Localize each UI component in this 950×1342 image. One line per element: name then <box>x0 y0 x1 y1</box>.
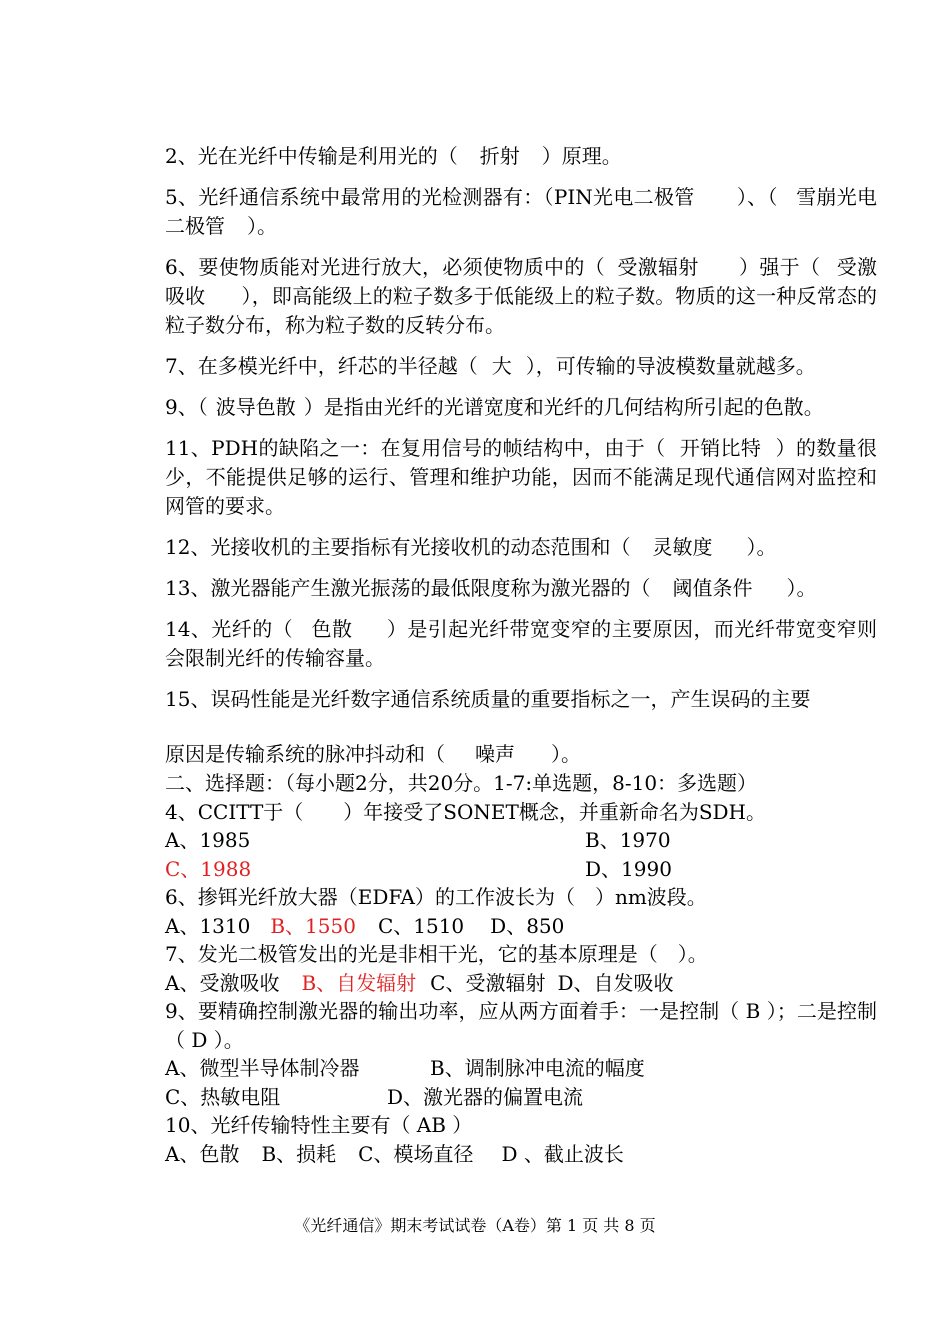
question-2 <box>165 142 877 171</box>
option-a: A、色散 <box>165 1141 240 1166</box>
answer: 受激辐射 <box>617 255 699 279</box>
question-15-line1 <box>165 685 877 714</box>
mc-q4-options-cd <box>165 855 877 884</box>
answer: 色散 <box>311 617 353 641</box>
question-5 <box>165 183 877 241</box>
q-text: ）、（ <box>736 185 778 209</box>
option-a: A、1310 <box>165 913 251 938</box>
answer: 开销比特 <box>679 436 762 460</box>
q-text: ），即高能级上的粒子数多于低能级上的粒子数。物质的这一种反常态的粒子数分布，称为粒子数的反转分布。 <box>165 284 878 337</box>
option-b-correct: B、1550 <box>270 913 356 938</box>
question-6 <box>165 253 877 340</box>
q-text: 2、光在光纤中传输是利用光的（ <box>165 144 458 168</box>
q-text: ）。 <box>746 535 777 559</box>
q-text: 9、（ <box>165 395 208 419</box>
question-12 <box>165 533 877 562</box>
q-text: ）。 <box>551 742 581 766</box>
exam-page-content <box>165 142 877 1168</box>
mc-q9-stem: 9、要精确控制激光器的输出功率，应从两方面着手：一是控制（ B ）；二是控制（ D ）。 <box>165 999 877 1052</box>
q-text: ）。 <box>786 576 817 600</box>
option-a: A、受激吸收 <box>165 970 280 995</box>
question-15-line2 <box>165 740 877 769</box>
page-footer: 《光纤通信》期末考试试卷（A卷）第 1 页 共 8 页 <box>294 1216 656 1235</box>
section2-heading: 二、选择题：（每小题2分，共20分。1-7:单选题，8-10：多选题） <box>165 771 758 795</box>
q-text: 5、光纤通信系统中最常用的光检测器有：（ <box>165 185 554 209</box>
option-d: D、激光器的偏置电流 <box>387 1084 584 1109</box>
mc-q6-stem: 6、掺铒光纤放大器（EDFA）的工作波长为（ ）nm波段。 <box>165 885 707 909</box>
q-text: 13、激光器能产生激光振荡的最低限度称为激光器的（ <box>165 576 651 600</box>
q-text: ）强于（ <box>738 255 821 279</box>
answer: 大 <box>491 354 512 378</box>
answer: 噪声 <box>475 742 515 766</box>
q-text: 7、在多模光纤中，纤芯的半径越（ <box>165 354 478 378</box>
q-text: 14、光纤的（ <box>165 617 294 641</box>
q-text: 12、光接收机的主要指标有光接收机的动态范围和（ <box>165 535 631 559</box>
mc-q9-options-cd <box>165 1083 877 1112</box>
mc-q9-options-ab <box>165 1054 877 1083</box>
q-text: ），可传输的导波模数量就越多。 <box>525 354 816 378</box>
q-text: 11、PDH的缺陷之一：在复用信号的帧结构中，由于（ <box>165 436 666 460</box>
q-text: ）是指由光纤的光谱宽度和光纤的几何结构所引起的色散。 <box>303 395 824 419</box>
answer: 雪崩光电二极管 <box>165 185 878 238</box>
question-9 <box>165 393 877 422</box>
option-d: D 、截止波长 <box>501 1141 624 1166</box>
option-c: C、热敏电阻 <box>165 1084 281 1109</box>
option-a: A、1985 <box>165 828 251 852</box>
option-b-correct: B、自发辐射 <box>301 970 417 995</box>
mc-q6-options <box>165 912 877 941</box>
q-text: ）是引起光纤带宽变窄的主要原因，而光纤带宽变窄则会限制光纤的传输容量。 <box>165 617 878 670</box>
option-c: C、受激辐射 <box>430 970 546 995</box>
option-b: B、调制脉冲电流的幅度 <box>430 1056 645 1080</box>
option-c-correct: C、1988 <box>165 856 252 881</box>
answer: PIN光电二极管 <box>553 185 695 209</box>
mc-q4-options-ab <box>165 826 877 855</box>
option-a: A、微型半导体制冷器 <box>165 1056 360 1080</box>
option-c: C、1510 <box>377 913 465 938</box>
question-7 <box>165 352 877 381</box>
question-11 <box>165 434 877 521</box>
mc-q7-stem: 7、发光二极管发出的光是非相干光，它的基本原理是（ ）。 <box>165 942 708 966</box>
answer: 波导色散 <box>215 395 296 419</box>
mc-q10-stem: 10、光纤传输特性主要有（ AB ） <box>165 1113 473 1137</box>
q-text: ）。 <box>247 214 277 238</box>
option-c: C、模场直径 <box>358 1141 474 1166</box>
option-d: D、850 <box>490 913 565 938</box>
question-13 <box>165 574 877 603</box>
question-14 <box>165 615 877 673</box>
answer: 灵敏度 <box>652 535 713 559</box>
q-text: 15、误码性能是光纤数字通信系统质量的重要指标之一，产生误码的主要 <box>165 687 811 711</box>
option-b: B、损耗 <box>261 1141 337 1166</box>
answer: 阈值条件 <box>672 576 753 600</box>
mc-q10-options <box>165 1140 877 1169</box>
q-text: 原因是传输系统的脉冲抖动和（ <box>165 742 445 766</box>
q-text: 6、要使物质能对光进行放大，必须使物质中的（ <box>165 255 606 279</box>
answer: 受激吸收 <box>165 255 878 308</box>
q-text: ）原理。 <box>541 144 622 168</box>
mc-q7-options <box>165 969 877 998</box>
option-d: D、自发吸收 <box>557 970 674 995</box>
q-text: ）的数量很少，不能提供足够的运行、管理和维护功能，因而不能满足现代通信网对监控和网管的要求。 <box>165 436 878 518</box>
option-b: B、1970 <box>585 828 671 852</box>
option-d: D、1990 <box>585 856 672 881</box>
answer: 折射 <box>479 144 520 168</box>
mc-q4-stem: 4、CCITT于（ ）年接受了SONET概念，并重新命名为SDH。 <box>165 799 766 824</box>
